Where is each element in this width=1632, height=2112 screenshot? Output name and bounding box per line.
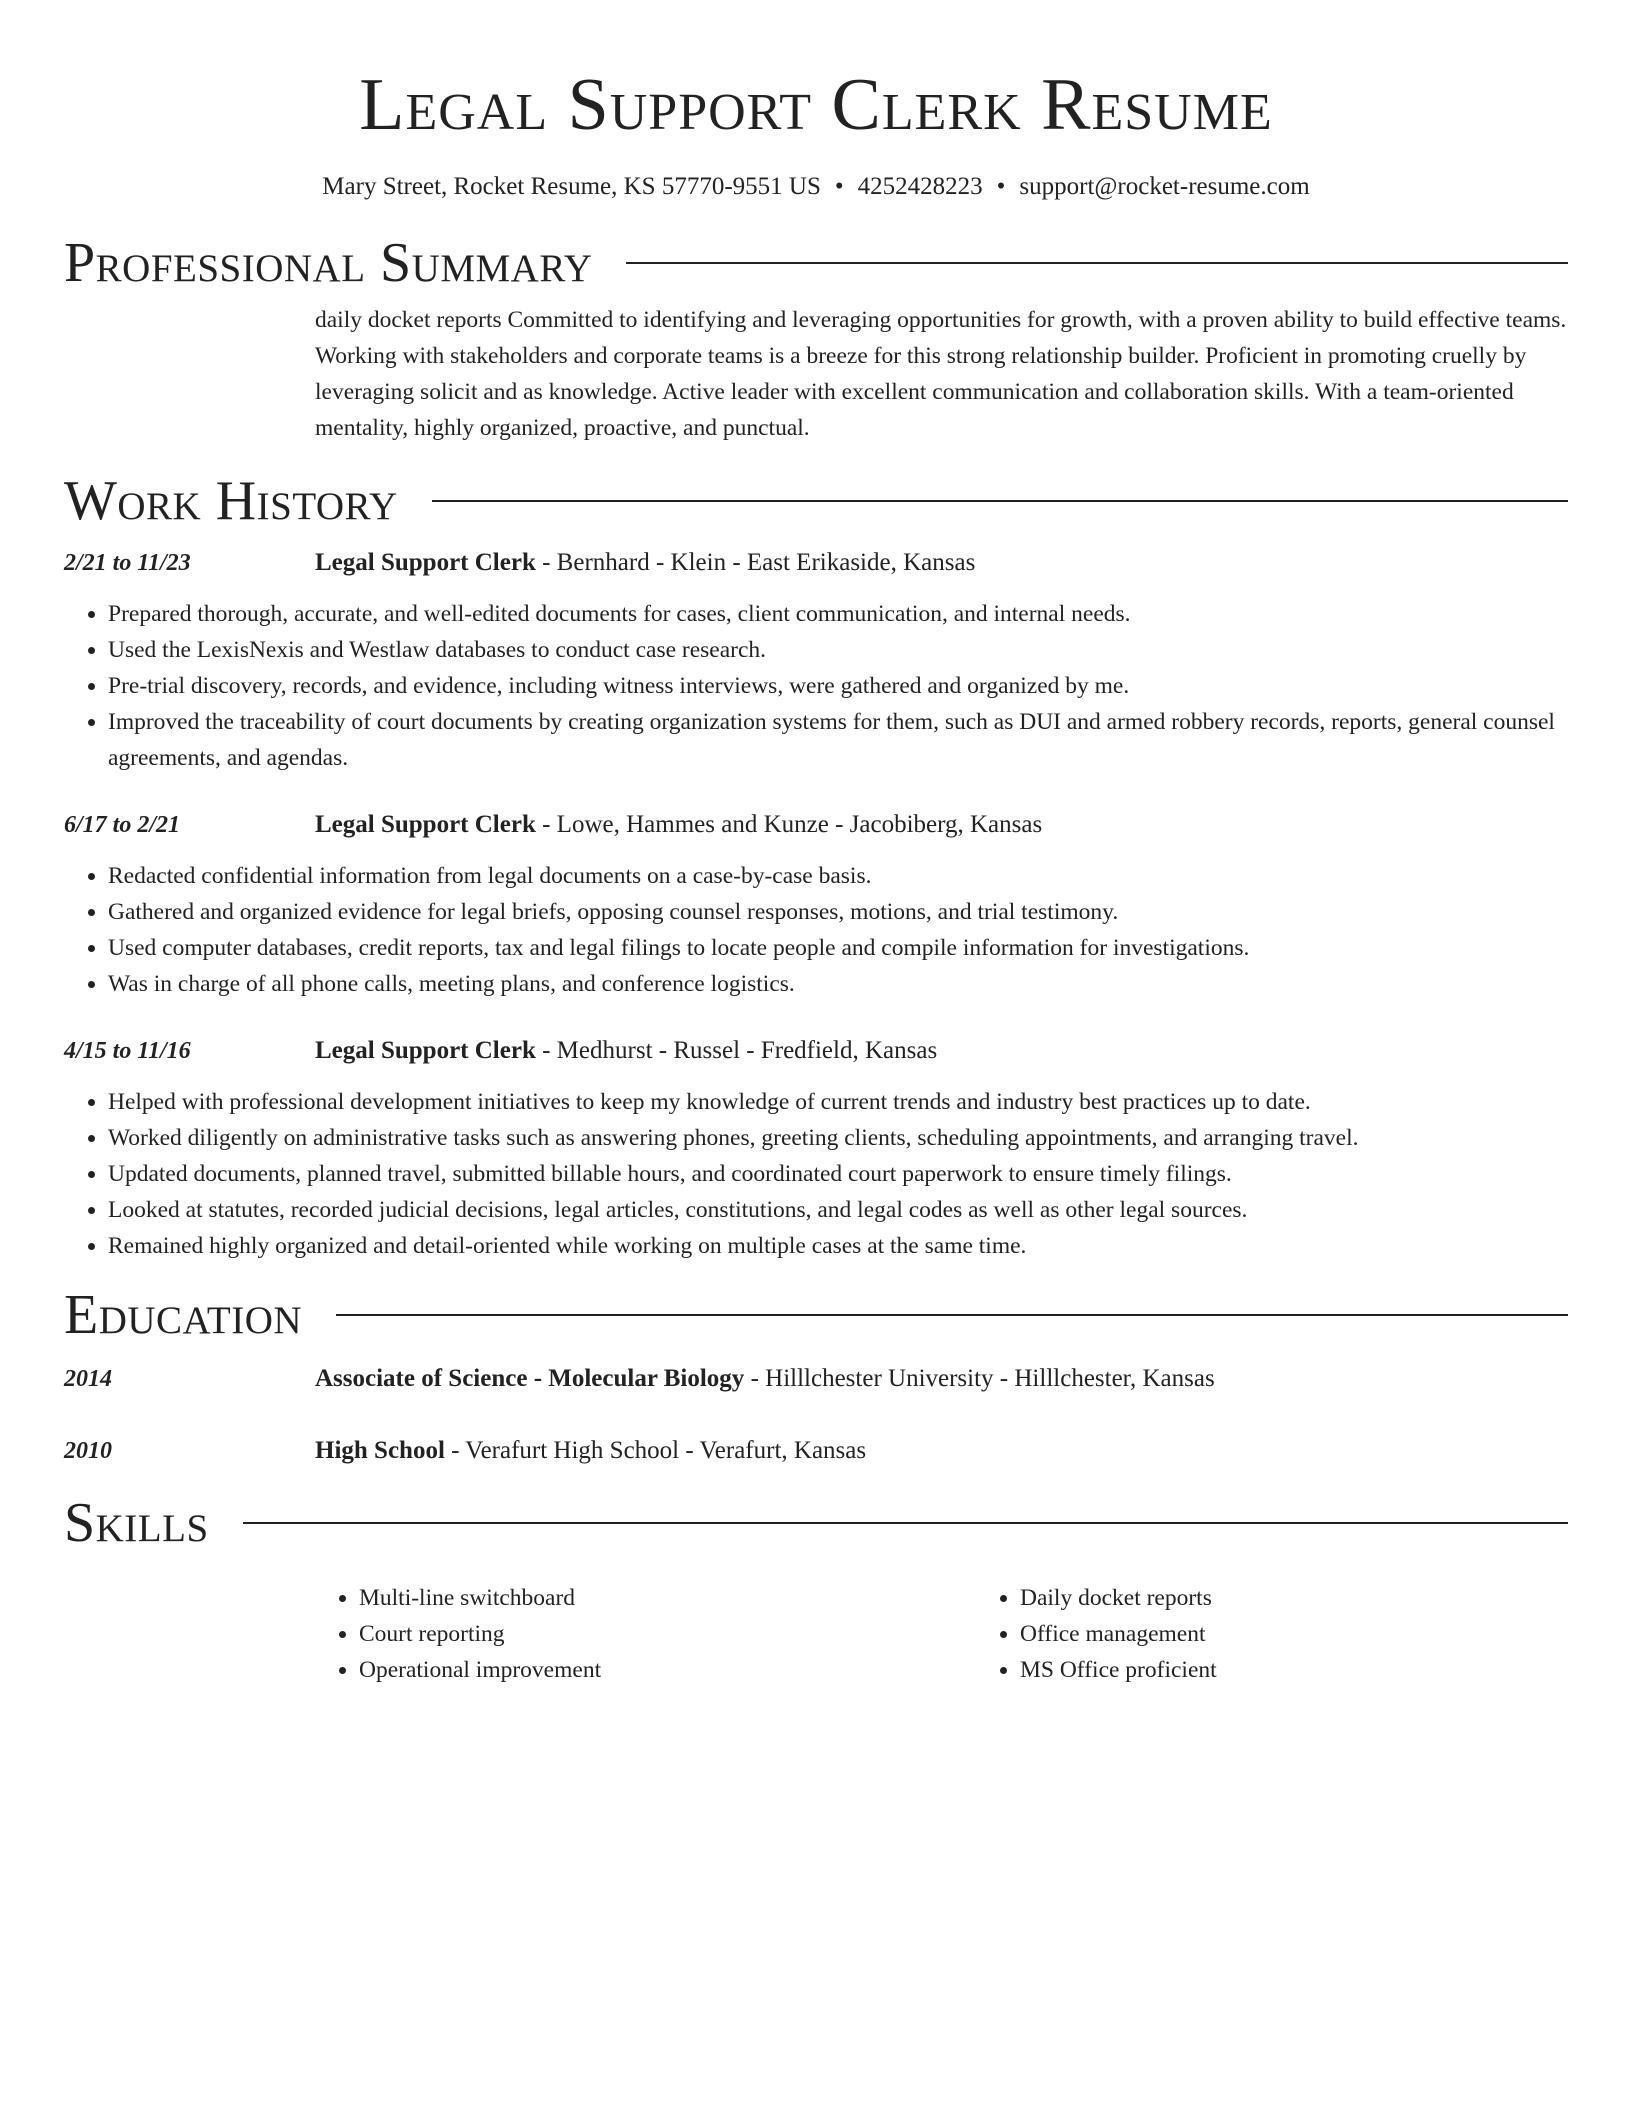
list-item: • Redacted confidential information from legal documents on a case-by-case basis. <box>108 858 1568 894</box>
section-divider <box>626 262 1568 264</box>
skills-column-left <box>315 1580 976 1688</box>
summary-text: daily docket reports Committed to identifying and leveraging opportunities for growth, with a proven ability to build effective teams. Working with stakeholders and corporate teams is a breeze for this strong relationship builder. Proficient in promoting cruelly by leveraging solicit and as knowledge. Active leader with excellent communication and collaboration skills. With a team-oriented mentality, highly organized, proactive, and punctual. <box>315 307 1567 441</box>
job-entry <box>64 1034 1568 1264</box>
job-dates: 4/15 to 11/16 <box>64 1038 191 1064</box>
list-item: • Court reporting <box>359 1616 976 1652</box>
contact-email: support@rocket-resume.com <box>1019 173 1310 200</box>
job-heading <box>315 1034 937 1068</box>
job-heading <box>315 808 1042 842</box>
education-heading-line <box>315 1362 1215 1396</box>
contact-phone: 4252428223 <box>857 173 983 200</box>
list-item: • Pre-trial discovery, records, and evidence, including witness interviews, were gathered and organized by me. <box>108 668 1568 704</box>
list-item: • Office management <box>1020 1616 1632 1652</box>
section-divider <box>432 500 1568 502</box>
skills-list <box>315 1580 1568 1688</box>
section-divider <box>243 1522 1568 1524</box>
job-heading <box>315 546 975 580</box>
education-degree: Associate of Science - Molecular Biology <box>315 1365 745 1392</box>
education-details: - Verafurt High School - Verafurt, Kansas <box>444 1437 867 1464</box>
job-title: Legal Support Clerk <box>315 811 536 838</box>
resume-title: Legal Support Clerk Resume <box>359 64 1273 146</box>
job-dates: 2/21 to 11/23 <box>64 550 191 576</box>
summary-section-header <box>64 230 1568 296</box>
education-entry <box>64 1362 1568 1396</box>
job-details: - Bernhard - Klein - East Erikaside, Kansas <box>535 549 976 576</box>
job-bullets <box>64 1084 1568 1264</box>
job-entry <box>64 546 1568 776</box>
list-item: • Looked at statutes, recorded judicial decisions, legal articles, constitutions, and legal codes as well as other legal sources. <box>108 1192 1568 1228</box>
contact-line <box>64 170 1568 204</box>
job-dates: 6/17 to 2/21 <box>64 812 181 838</box>
job-details: - Lowe, Hammes and Kunze - Jacobiberg, Kansas <box>535 811 1043 838</box>
education-heading: Education <box>64 1284 303 1346</box>
list-item: • Used the LexisNexis and Westlaw databases to conduct case research. <box>108 632 1568 668</box>
job-entry <box>64 808 1568 1002</box>
list-item: • Operational improvement <box>359 1652 976 1688</box>
list-item: • Worked diligently on administrative tasks such as answering phones, greeting clients, scheduling appointments, and arranging travel. <box>108 1120 1568 1156</box>
job-bullets <box>64 858 1568 1002</box>
job-title: Legal Support Clerk <box>315 1037 536 1064</box>
list-item: • Multi-line switchboard <box>359 1580 976 1616</box>
education-year: 2014 <box>64 1366 112 1392</box>
list-item: • Updated documents, planned travel, submitted billable hours, and coordinated court paperwork to ensure timely filings. <box>108 1156 1568 1192</box>
section-divider <box>336 1314 1568 1316</box>
list-item: • Gathered and organized evidence for legal briefs, opposing counsel responses, motions, and trial testimony. <box>108 894 1568 930</box>
list-item: • Helped with professional development initiatives to keep my knowledge of current trends and industry best practices up to date. <box>108 1084 1568 1120</box>
skills-column-right <box>976 1580 1632 1688</box>
education-degree: High School <box>315 1437 445 1464</box>
summary-heading: Professional Summary <box>64 232 593 294</box>
education-heading-line <box>315 1434 866 1468</box>
job-bullets <box>64 596 1568 776</box>
list-item: • Daily docket reports <box>1020 1580 1632 1616</box>
contact-separator: • <box>834 173 844 200</box>
list-item: • Prepared thorough, accurate, and well-edited documents for cases, client communication, and internal needs. <box>108 596 1568 632</box>
education-year: 2010 <box>64 1438 112 1464</box>
contact-address: Mary Street, Rocket Resume, KS 57770-9551 US <box>322 173 821 200</box>
job-details: - Medhurst - Russel - Fredfield, Kansas <box>535 1037 938 1064</box>
list-item: • Improved the traceability of court documents by creating organization systems for them, such as DUI and armed robbery records, reports, general counsel agreements, and agendas. <box>108 704 1568 776</box>
education-section-header <box>64 1282 1568 1348</box>
list-item: • Was in charge of all phone calls, meeting plans, and conference logistics. <box>108 966 1568 1002</box>
skills-heading: Skills <box>64 1492 209 1554</box>
skills-section-header <box>64 1490 1568 1556</box>
education-entry <box>64 1434 1568 1468</box>
list-item: • MS Office proficient <box>1020 1652 1632 1688</box>
education-details: - Hilllchester University - Hilllchester, Kansas <box>744 1365 1215 1392</box>
work-section-header <box>64 468 1568 534</box>
job-title: Legal Support Clerk <box>315 549 536 576</box>
work-heading: Work History <box>64 470 398 532</box>
list-item: • Used computer databases, credit reports, tax and legal filings to locate people and compile information for investigations. <box>108 930 1568 966</box>
contact-separator: • <box>996 173 1006 200</box>
list-item: • Remained highly organized and detail-oriented while working on multiple cases at the same time. <box>108 1228 1568 1264</box>
